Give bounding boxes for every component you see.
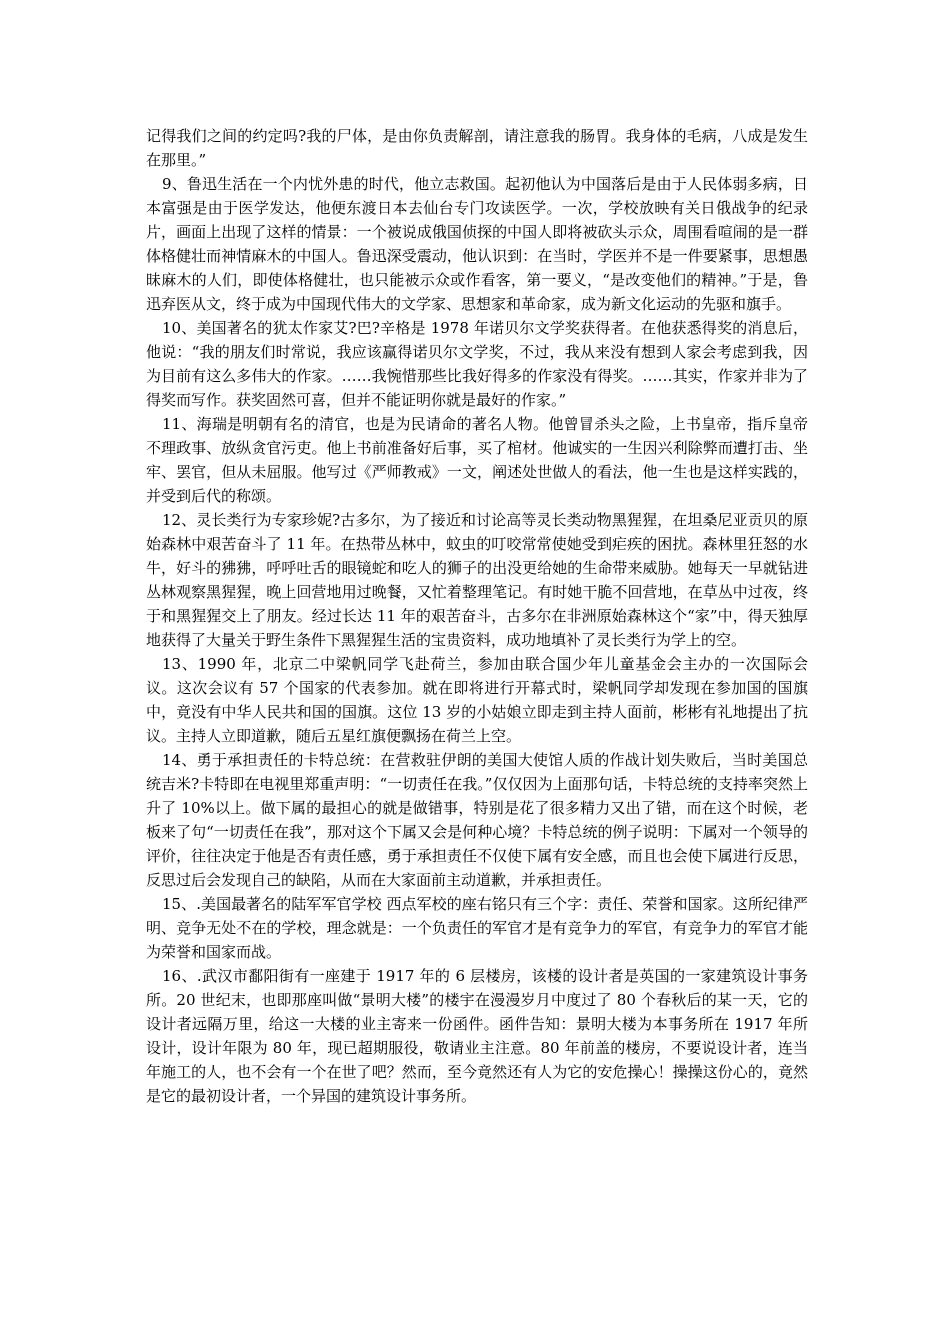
document-page <box>146 124 808 1108</box>
paragraph-10-singer: 10、美国著名的犹太作家艾?巴?辛格是 1978 年诺贝尔文学奖获得者。在他获悉得奖的消息后，他说：“我的朋友们时常说，我应该赢得诺贝尔文学奖，不过，我从来没有想到人家会考虑到我，因为目前有这么多伟大的作家。……我惋惜那些比我好得多的作家没有得奖。……其实，作家并非为了得奖而写作。获奖固然可喜，但并不能证明你就是最好的作家。” <box>146 319 808 409</box>
paragraph-16-jingming-building: 16、.武汉市鄱阳街有一座建于 1917 年的 6 层楼房，该楼的设计者是英国的一家建筑设计事务所。20 世纪末，也即那座叫做“景明大楼”的楼宇在漫漫岁月中度过了 80 个春秋后的某一天，它的设计者远隔万里，给这一大楼的业主寄来一份函件。函件告知：景明大楼为本事务所在 1917 年所设计，设计年限为 80 年，现已超期服役，敬请业主注意。80 年前盖的楼房，不要说设计者，连当年施工的人，也不会有一个在世了吧？然而，至今竟然还有人为它的安危操心！操操这份心的，竟然是它的最初设计者，一个异国的建筑设计事务所。 <box>146 967 808 1105</box>
paragraph-12-goodall: 12、灵长类行为专家珍妮?古多尔，为了接近和讨论高等灵长类动物黑猩猩，在坦桑尼亚贡贝的原始森林中艰苦奋斗了 11 年。在热带丛林中，蚊虫的叮咬常常使她受到疟疾的困扰。森林里狂怒的水牛，好斗的狒狒，呼呼吐舌的眼镜蛇和吃人的狮子的出没更给她的生命带来威胁。她每天一早就钻进丛林观察黑猩猩，晚上回营地用过晚餐，又忙着整理笔记。有时她干脆不回营地，在草丛中过夜，终于和黑猩猩交上了朋友。经过长达 11 年的艰苦奋斗，古多尔在非洲原始森林这个“家”中，得天独厚地获得了大量关于野生条件下黑猩猩生活的宝贵资料，成功地填补了灵长类行为学上的空。 <box>146 511 808 649</box>
paragraph-13-liang-fan: 13、1990 年，北京二中梁帆同学飞赴荷兰，参加由联合国少年儿童基金会主办的一次国际会议。这次会议有 57 个国家的代表参加。就在即将进行开幕式时，梁帆同学却发现在参加国的国旗中，竟没有中华人民共和国的国旗。这位 13 岁的小姑娘立即走到主持人面前，彬彬有礼地提出了抗议。主持人立即道歉，随后五星红旗便飘扬在荷兰上空。 <box>146 655 808 745</box>
paragraph-continuation: 记得我们之间的约定吗?我的尸体，是由你负责解剖，请注意我的肠胃。我身体的毛病，八成是发生在那里。” <box>146 127 808 169</box>
paragraph-11-hai-rui: 11、海瑞是明朝有名的清官，也是为民请命的著名人物。他曾冒杀头之险，上书皇帝，指斥皇帝不理政事、放纵贪官污吏。他上书前准备好后事，买了棺材。他诚实的一生因兴利除弊而遭打击、坐牢、罢官，但从未屈服。他写过《严师教戒》一文，阐述处世做人的看法，他一生也是这样实践的，并受到后代的称颂。 <box>146 415 808 505</box>
paragraph-15-west-point: 15、.美国最著名的陆军军官学校 西点军校的座右铭只有三个字：责任、荣誉和国家。这所纪律严明、竞争无处不在的学校，理念就是：一个负责任的军官才是有竞争力的军官，有竞争力的军官才能为荣誉和国家而战。 <box>146 895 808 961</box>
paragraph-9-lu-xun: 9、鲁迅生活在一个内忧外患的时代，他立志救国。起初他认为中国落后是由于人民体弱多病，日本富强是由于医学发达，他便东渡日本去仙台专门攻读医学。一次，学校放映有关日俄战争的纪录片，画面上出现了这样的情景：一个被说成俄国侦探的中国人即将被砍头示众，周围看喧闹的是一群体格健壮而神情麻木的中国人。鲁迅深受震动，他认识到：在当时，学医并不是一件要紧事，思想愚昧麻木的人们，即使体格健壮，也只能被示众或作看客，第一要义，“是改变他们的精神。”于是，鲁迅弃医从文，终于成为中国现代伟大的文学家、思想家和革命家，成为新文化运动的先驱和旗手。 <box>146 175 808 313</box>
paragraph-14-carter: 14、勇于承担责任的卡特总统：在营救驻伊朗的美国大使馆人质的作战计划失败后，当时美国总统吉米?卡特即在电视里郑重声明：“一切责任在我。”仅仅因为上面那句话，卡特总统的支持率突然上升了 10%以上。做下属的最担心的就是做错事，特别是花了很多精力又出了错，而在这个时候，老板来了句“一切责任在我”，那对这个下属又会是何种心境？卡特总统的例子说明：下属对一个领导的评价，往往决定于他是否有责任感，勇于承担责任不仅使下属有安全感，而且也会使下属进行反思，反思过后会发现自己的缺陷，从而在大家面前主动道歉，并承担责任。 <box>146 751 808 889</box>
